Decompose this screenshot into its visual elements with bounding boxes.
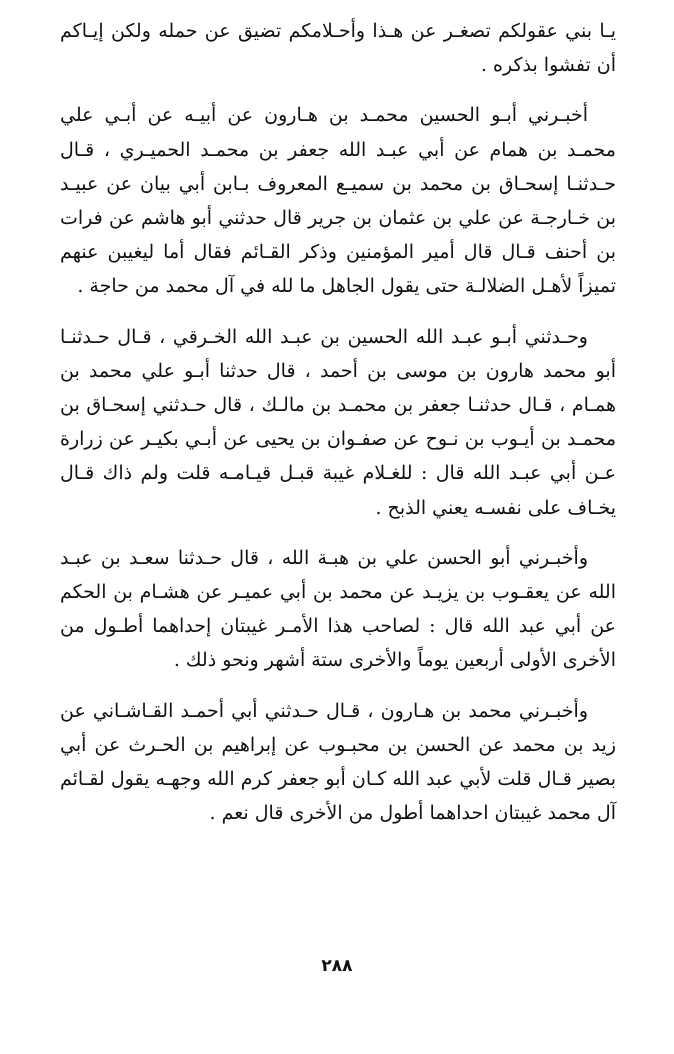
paragraph-1: يـا بني عقولكم تصغـر عن هـذا وأحـلامكم تضيق عن حمله ولكن إيـاكم أن تفشوا بذكره .: [60, 20, 616, 77]
book-page-body: [60, 14, 616, 830]
page-number: ٢٨٨: [321, 956, 353, 976]
paragraph-3: وحـدثني أبـو عبـد الله الحسين بن عبـد الله الخـرقي ، قـال حـدثنـا أبو محمد هارون بن موسى بن أحمد ، قال حدثنا أبـو علي محمد بن همـام ، قـال حدثنـا جعفر بن محمـد بن مالـك ، قال حـدثني إسحـاق بن محمـد بن أيـوب بن نـوح عن صفـوان بن يحيى عن أبـي بكيـر عن زرارة عـن أبي عبـد الله قال : للغـلام غيبة قبـل قيـامـه قلت ولم ذاك قـال يخـاف على نفسـه يعني الذبح .: [60, 325, 616, 519]
paragraph-2: أخبـرني أبـو الحسين محمـد بن هـارون عن أبيـه عن أبـي علي محمـد بن همام عن أبي عبـد الله جعفر بن محمـد الحميـري ، قـال حـدثنـا إسحـاق بن محمد بن سميـع المعروف بـابن أبي بيان عن عبيـد بن خـارجـة عن علي بن عثمان بن جرير قال حدثني أبو هاشم عن فرات بن أحنف قـال قال أمير المؤمنين وذكر القـائم فقال أما ليغيبن عنهم تميزاً لأهـل الضلالـة حتى يقول الجاهل ما لله في آل محمد من حاجة .: [60, 104, 616, 298]
paragraph-4: وأخبـرني أبو الحسن علي بن هبـة الله ، قال حـدثنا سعـد بن عبـد الله عن يعقـوب بن يزيـد عن محمد بن أبي عميـر عن هشـام بن الحكم عن أبي عبد الله قال : لصاحب هذا الأمـر غيبتان إحداهما أطـول من الأخرى الأولى أربعين يوماً والأخرى ستة أشهر ونحو ذلك .: [60, 546, 616, 672]
paragraph-5: وأخبـرني محمد بن هـارون ، قـال حـدثني أبي أحمـد القـاشـاني عن زيد بن محمد عن الحسن بن محبـوب عن إبراهيم بن الحـرث عن أبي بصير قـال قلت لأبي عبد الله كـان أبو جعفر كرم الله وجهـه يقول لقـائم آل محمد غيبتان احداهما أطول من الأخرى قال نعم .: [60, 699, 616, 825]
